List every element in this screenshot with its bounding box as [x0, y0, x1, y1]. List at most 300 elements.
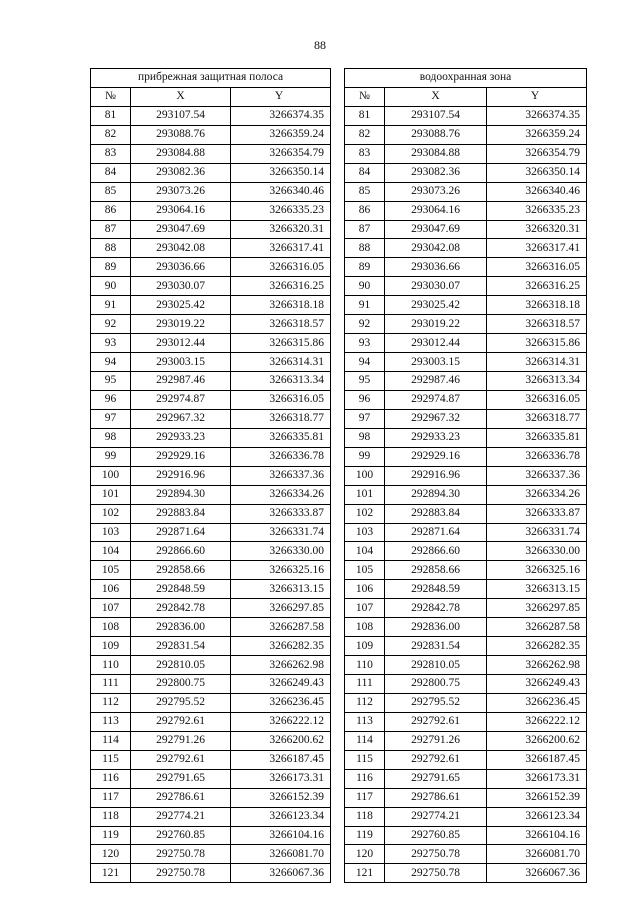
- point-number-cell: 91: [345, 296, 385, 315]
- y-coordinate-cell: 3266297.85: [487, 599, 587, 618]
- y-coordinate-cell: 3266067.36: [231, 864, 331, 883]
- table-row: [91, 409, 331, 428]
- x-coordinate-cell: 293084.88: [131, 144, 231, 163]
- table-row: [345, 409, 587, 428]
- point-number-cell: 84: [345, 163, 385, 182]
- x-coordinate-cell: 292842.78: [131, 599, 231, 618]
- point-number-cell: 99: [91, 447, 131, 466]
- x-coordinate-cell: 292792.61: [385, 750, 487, 769]
- y-coordinate-cell: 3266200.62: [231, 731, 331, 750]
- table-row: [345, 428, 587, 447]
- x-coordinate-cell: 292810.05: [385, 656, 487, 675]
- x-coordinate-cell: 292974.87: [385, 390, 487, 409]
- x-coordinate-cell: 292967.32: [131, 409, 231, 428]
- x-coordinate-cell: 292842.78: [385, 599, 487, 618]
- y-coordinate-cell: 3266316.25: [231, 277, 331, 296]
- table-row: [91, 675, 331, 694]
- table-row: [345, 466, 587, 485]
- y-coordinate-cell: 3266314.31: [487, 353, 587, 372]
- x-coordinate-cell: 293030.07: [385, 277, 487, 296]
- column-header-number: №: [91, 87, 131, 106]
- point-number-cell: 121: [345, 864, 385, 883]
- table-row: [91, 504, 331, 523]
- y-coordinate-cell: 3266187.45: [487, 750, 587, 769]
- x-coordinate-cell: 292987.46: [385, 372, 487, 391]
- table-row: [91, 390, 331, 409]
- table-row: [345, 750, 587, 769]
- x-coordinate-cell: 292795.52: [131, 693, 231, 712]
- y-coordinate-cell: 3266330.00: [231, 542, 331, 561]
- table-row: [345, 712, 587, 731]
- x-coordinate-cell: 293082.36: [385, 163, 487, 182]
- y-coordinate-cell: 3266325.16: [231, 561, 331, 580]
- column-header-y: Y: [487, 87, 587, 106]
- x-coordinate-cell: 292933.23: [385, 428, 487, 447]
- point-number-cell: 97: [345, 409, 385, 428]
- y-coordinate-cell: 3266318.77: [487, 409, 587, 428]
- x-coordinate-cell: 292791.65: [131, 769, 231, 788]
- table-row: [345, 144, 587, 163]
- point-number-cell: 104: [345, 542, 385, 561]
- y-coordinate-cell: 3266374.35: [487, 106, 587, 125]
- x-coordinate-cell: 292792.61: [385, 712, 487, 731]
- x-coordinate-cell: 292791.65: [385, 769, 487, 788]
- point-number-cell: 95: [91, 372, 131, 391]
- y-coordinate-cell: 3266316.05: [487, 258, 587, 277]
- x-coordinate-cell: 293047.69: [385, 220, 487, 239]
- x-coordinate-cell: 292858.66: [385, 561, 487, 580]
- table-row: [91, 637, 331, 656]
- point-number-cell: 92: [91, 315, 131, 334]
- x-coordinate-cell: 292836.00: [131, 618, 231, 637]
- y-coordinate-cell: 3266081.70: [231, 845, 331, 864]
- point-number-cell: 115: [91, 750, 131, 769]
- table-row: [91, 220, 331, 239]
- column-header-x: X: [131, 87, 231, 106]
- x-coordinate-cell: 293003.15: [385, 353, 487, 372]
- point-number-cell: 108: [91, 618, 131, 637]
- point-number-cell: 99: [345, 447, 385, 466]
- point-number-cell: 105: [345, 561, 385, 580]
- x-coordinate-cell: 292894.30: [131, 485, 231, 504]
- x-coordinate-cell: 292866.60: [385, 542, 487, 561]
- y-coordinate-cell: 3266314.31: [231, 353, 331, 372]
- x-coordinate-cell: 292974.87: [131, 390, 231, 409]
- y-coordinate-cell: 3266313.34: [487, 372, 587, 391]
- point-number-cell: 94: [345, 353, 385, 372]
- y-coordinate-cell: 3266173.31: [487, 769, 587, 788]
- table-row: [91, 296, 331, 315]
- point-number-cell: 86: [345, 201, 385, 220]
- point-number-cell: 107: [345, 599, 385, 618]
- y-coordinate-cell: 3266335.23: [487, 201, 587, 220]
- y-coordinate-cell: 3266316.05: [231, 258, 331, 277]
- y-coordinate-cell: 3266287.58: [231, 618, 331, 637]
- point-number-cell: 121: [91, 864, 131, 883]
- table-row: [91, 712, 331, 731]
- y-coordinate-cell: 3266282.35: [231, 637, 331, 656]
- point-number-cell: 96: [345, 390, 385, 409]
- x-coordinate-cell: 292760.85: [131, 826, 231, 845]
- page-number: 88: [314, 38, 326, 52]
- point-number-cell: 88: [345, 239, 385, 258]
- x-coordinate-cell: 293047.69: [131, 220, 231, 239]
- x-coordinate-cell: 293064.16: [131, 201, 231, 220]
- y-coordinate-cell: 3266236.45: [231, 693, 331, 712]
- point-number-cell: 105: [91, 561, 131, 580]
- x-coordinate-cell: 292848.59: [385, 580, 487, 599]
- table-row: [345, 693, 587, 712]
- x-coordinate-cell: 292786.61: [131, 788, 231, 807]
- table-row: [91, 864, 331, 883]
- point-number-cell: 89: [91, 258, 131, 277]
- point-number-cell: 115: [345, 750, 385, 769]
- x-coordinate-cell: 292750.78: [131, 845, 231, 864]
- y-coordinate-cell: 3266316.05: [487, 390, 587, 409]
- point-number-cell: 111: [91, 675, 131, 694]
- x-coordinate-cell: 293084.88: [385, 144, 487, 163]
- point-number-cell: 114: [345, 731, 385, 750]
- water-protection-zone-table: [344, 68, 587, 883]
- y-coordinate-cell: 3266320.31: [487, 220, 587, 239]
- point-number-cell: 118: [91, 807, 131, 826]
- y-coordinate-cell: 3266330.00: [487, 542, 587, 561]
- y-coordinate-cell: 3266374.35: [231, 106, 331, 125]
- x-coordinate-cell: 292792.61: [131, 750, 231, 769]
- x-coordinate-cell: 293073.26: [131, 182, 231, 201]
- table-row: [91, 334, 331, 353]
- point-number-cell: 112: [345, 693, 385, 712]
- table-row: [345, 788, 587, 807]
- y-coordinate-cell: 3266337.36: [231, 466, 331, 485]
- table-row: [345, 656, 587, 675]
- point-number-cell: 82: [91, 125, 131, 144]
- table-row: [345, 220, 587, 239]
- y-coordinate-cell: 3266316.25: [487, 277, 587, 296]
- x-coordinate-cell: 293025.42: [385, 296, 487, 315]
- point-number-cell: 117: [345, 788, 385, 807]
- table-row: [345, 845, 587, 864]
- x-coordinate-cell: 293036.66: [131, 258, 231, 277]
- point-number-cell: 116: [345, 769, 385, 788]
- point-number-cell: 109: [345, 637, 385, 656]
- table-row: [345, 561, 587, 580]
- point-number-cell: 119: [345, 826, 385, 845]
- point-number-cell: 107: [91, 599, 131, 618]
- y-coordinate-cell: 3266236.45: [487, 693, 587, 712]
- point-number-cell: 113: [91, 712, 131, 731]
- x-coordinate-cell: 292750.78: [385, 845, 487, 864]
- y-coordinate-cell: 3266354.79: [231, 144, 331, 163]
- y-coordinate-cell: 3266067.36: [487, 864, 587, 883]
- point-number-cell: 84: [91, 163, 131, 182]
- y-coordinate-cell: 3266222.12: [487, 712, 587, 731]
- table-row: [91, 807, 331, 826]
- table-row: [345, 163, 587, 182]
- y-coordinate-cell: 3266318.57: [487, 315, 587, 334]
- x-coordinate-cell: 293012.44: [131, 334, 231, 353]
- point-number-cell: 88: [91, 239, 131, 258]
- y-coordinate-cell: 3266335.81: [231, 428, 331, 447]
- x-coordinate-cell: 292866.60: [131, 542, 231, 561]
- x-coordinate-cell: 292967.32: [385, 409, 487, 428]
- x-coordinate-cell: 292795.52: [385, 693, 487, 712]
- table-row: [345, 599, 587, 618]
- table-row: [91, 144, 331, 163]
- x-coordinate-cell: 292883.84: [131, 504, 231, 523]
- table-row: [345, 618, 587, 637]
- y-coordinate-cell: 3266262.98: [487, 656, 587, 675]
- x-coordinate-cell: 292894.30: [385, 485, 487, 504]
- y-coordinate-cell: 3266340.46: [487, 182, 587, 201]
- x-coordinate-cell: 292760.85: [385, 826, 487, 845]
- table-row: [91, 258, 331, 277]
- table-row: [345, 372, 587, 391]
- x-coordinate-cell: 292883.84: [385, 504, 487, 523]
- table-row: [345, 731, 587, 750]
- y-coordinate-cell: 3266123.34: [231, 807, 331, 826]
- table-row: [345, 315, 587, 334]
- table-row: [345, 258, 587, 277]
- y-coordinate-cell: 3266333.87: [231, 504, 331, 523]
- point-number-cell: 120: [345, 845, 385, 864]
- point-number-cell: 113: [345, 712, 385, 731]
- table-row: [91, 277, 331, 296]
- table-row: [91, 428, 331, 447]
- table-row: [91, 485, 331, 504]
- y-coordinate-cell: 3266313.15: [231, 580, 331, 599]
- x-coordinate-cell: 293019.22: [385, 315, 487, 334]
- table-row: [91, 618, 331, 637]
- y-coordinate-cell: 3266359.24: [231, 125, 331, 144]
- y-coordinate-cell: 3266104.16: [487, 826, 587, 845]
- point-number-cell: 112: [91, 693, 131, 712]
- point-number-cell: 82: [345, 125, 385, 144]
- y-coordinate-cell: 3266318.18: [231, 296, 331, 315]
- x-coordinate-cell: 292929.16: [131, 447, 231, 466]
- y-coordinate-cell: 3266262.98: [231, 656, 331, 675]
- table-row: [91, 372, 331, 391]
- x-coordinate-cell: 293036.66: [385, 258, 487, 277]
- y-coordinate-cell: 3266318.77: [231, 409, 331, 428]
- point-number-cell: 100: [345, 466, 385, 485]
- x-coordinate-cell: 292750.78: [385, 864, 487, 883]
- point-number-cell: 95: [345, 372, 385, 391]
- y-coordinate-cell: 3266335.23: [231, 201, 331, 220]
- table-row: [345, 826, 587, 845]
- y-coordinate-cell: 3266340.46: [231, 182, 331, 201]
- x-coordinate-cell: 292916.96: [385, 466, 487, 485]
- table-row: [91, 599, 331, 618]
- table-row: [91, 845, 331, 864]
- y-coordinate-cell: 3266200.62: [487, 731, 587, 750]
- x-coordinate-cell: 292848.59: [131, 580, 231, 599]
- point-number-cell: 90: [91, 277, 131, 296]
- table-row: [345, 296, 587, 315]
- y-coordinate-cell: 3266334.26: [231, 485, 331, 504]
- x-coordinate-cell: 292929.16: [385, 447, 487, 466]
- column-header-number: №: [345, 87, 385, 106]
- x-coordinate-cell: 292810.05: [131, 656, 231, 675]
- point-number-cell: 109: [91, 637, 131, 656]
- y-coordinate-cell: 3266316.05: [231, 390, 331, 409]
- table-row: [91, 656, 331, 675]
- x-coordinate-cell: 293030.07: [131, 277, 231, 296]
- table-row: [91, 182, 331, 201]
- point-number-cell: 111: [345, 675, 385, 694]
- y-coordinate-cell: 3266222.12: [231, 712, 331, 731]
- point-number-cell: 98: [345, 428, 385, 447]
- point-number-cell: 86: [91, 201, 131, 220]
- y-coordinate-cell: 3266320.31: [231, 220, 331, 239]
- point-number-cell: 90: [345, 277, 385, 296]
- x-coordinate-cell: 293019.22: [131, 315, 231, 334]
- y-coordinate-cell: 3266335.81: [487, 428, 587, 447]
- table-row: [91, 731, 331, 750]
- x-coordinate-cell: 292836.00: [385, 618, 487, 637]
- table-title: прибрежная защитная полоса: [91, 69, 331, 88]
- x-coordinate-cell: 292987.46: [131, 372, 231, 391]
- x-coordinate-cell: 292831.54: [385, 637, 487, 656]
- y-coordinate-cell: 3266334.26: [487, 485, 587, 504]
- table-row: [345, 334, 587, 353]
- table-row: [345, 485, 587, 504]
- table-row: [345, 504, 587, 523]
- column-header-x: X: [385, 87, 487, 106]
- y-coordinate-cell: 3266152.39: [231, 788, 331, 807]
- table-row: [345, 675, 587, 694]
- table-row: [345, 239, 587, 258]
- point-number-cell: 91: [91, 296, 131, 315]
- x-coordinate-cell: 292831.54: [131, 637, 231, 656]
- x-coordinate-cell: 293042.08: [131, 239, 231, 258]
- x-coordinate-cell: 293064.16: [385, 201, 487, 220]
- y-coordinate-cell: 3266315.86: [231, 334, 331, 353]
- x-coordinate-cell: 292774.21: [385, 807, 487, 826]
- point-number-cell: 85: [345, 182, 385, 201]
- point-number-cell: 81: [91, 106, 131, 125]
- point-number-cell: 117: [91, 788, 131, 807]
- table-row: [345, 807, 587, 826]
- x-coordinate-cell: 293073.26: [385, 182, 487, 201]
- y-coordinate-cell: 3266350.14: [231, 163, 331, 182]
- y-coordinate-cell: 3266282.35: [487, 637, 587, 656]
- y-coordinate-cell: 3266317.41: [487, 239, 587, 258]
- table-row: [345, 201, 587, 220]
- y-coordinate-cell: 3266315.86: [487, 334, 587, 353]
- point-number-cell: 118: [345, 807, 385, 826]
- point-number-cell: 93: [91, 334, 131, 353]
- point-number-cell: 96: [91, 390, 131, 409]
- table-row: [345, 580, 587, 599]
- y-coordinate-cell: 3266123.34: [487, 807, 587, 826]
- table-row: [345, 769, 587, 788]
- point-number-cell: 85: [91, 182, 131, 201]
- point-number-cell: 110: [345, 656, 385, 675]
- table-row: [345, 277, 587, 296]
- table-row: [91, 542, 331, 561]
- table-row: [91, 106, 331, 125]
- point-number-cell: 101: [91, 485, 131, 504]
- point-number-cell: 106: [345, 580, 385, 599]
- y-coordinate-cell: 3266325.16: [487, 561, 587, 580]
- x-coordinate-cell: 292800.75: [385, 675, 487, 694]
- point-number-cell: 103: [345, 523, 385, 542]
- table-row: [345, 182, 587, 201]
- table-row: [91, 466, 331, 485]
- point-number-cell: 81: [345, 106, 385, 125]
- y-coordinate-cell: 3266336.78: [231, 447, 331, 466]
- y-coordinate-cell: 3266317.41: [231, 239, 331, 258]
- x-coordinate-cell: 292791.26: [385, 731, 487, 750]
- y-coordinate-cell: 3266331.74: [487, 523, 587, 542]
- x-coordinate-cell: 293107.54: [385, 106, 487, 125]
- coastal-protection-strip-table: [90, 68, 331, 883]
- table-row: [91, 769, 331, 788]
- x-coordinate-cell: 293003.15: [131, 353, 231, 372]
- table-row: [91, 353, 331, 372]
- table-row: [91, 201, 331, 220]
- table-row: [345, 523, 587, 542]
- point-number-cell: 92: [345, 315, 385, 334]
- point-number-cell: 110: [91, 656, 131, 675]
- x-coordinate-cell: 292916.96: [131, 466, 231, 485]
- y-coordinate-cell: 3266336.78: [487, 447, 587, 466]
- point-number-cell: 116: [91, 769, 131, 788]
- point-number-cell: 106: [91, 580, 131, 599]
- x-coordinate-cell: 293082.36: [131, 163, 231, 182]
- point-number-cell: 87: [345, 220, 385, 239]
- point-number-cell: 83: [345, 144, 385, 163]
- x-coordinate-cell: 292871.64: [385, 523, 487, 542]
- x-coordinate-cell: 293012.44: [385, 334, 487, 353]
- x-coordinate-cell: 292750.78: [131, 864, 231, 883]
- y-coordinate-cell: 3266249.43: [487, 675, 587, 694]
- table-row: [91, 315, 331, 334]
- point-number-cell: 108: [345, 618, 385, 637]
- table-row: [345, 542, 587, 561]
- point-number-cell: 98: [91, 428, 131, 447]
- y-coordinate-cell: 3266318.18: [487, 296, 587, 315]
- table-row: [91, 561, 331, 580]
- table-row: [91, 788, 331, 807]
- table-row: [345, 637, 587, 656]
- y-coordinate-cell: 3266359.24: [487, 125, 587, 144]
- point-number-cell: 119: [91, 826, 131, 845]
- table-body: [345, 106, 587, 882]
- point-number-cell: 87: [91, 220, 131, 239]
- x-coordinate-cell: 292774.21: [131, 807, 231, 826]
- y-coordinate-cell: 3266287.58: [487, 618, 587, 637]
- point-number-cell: 83: [91, 144, 131, 163]
- table-row: [91, 239, 331, 258]
- y-coordinate-cell: 3266318.57: [231, 315, 331, 334]
- x-coordinate-cell: 292791.26: [131, 731, 231, 750]
- y-coordinate-cell: 3266350.14: [487, 163, 587, 182]
- point-number-cell: 120: [91, 845, 131, 864]
- x-coordinate-cell: 293107.54: [131, 106, 231, 125]
- x-coordinate-cell: 292792.61: [131, 712, 231, 731]
- y-coordinate-cell: 3266354.79: [487, 144, 587, 163]
- table-row: [345, 106, 587, 125]
- table-row: [91, 580, 331, 599]
- y-coordinate-cell: 3266104.16: [231, 826, 331, 845]
- y-coordinate-cell: 3266297.85: [231, 599, 331, 618]
- x-coordinate-cell: 292933.23: [131, 428, 231, 447]
- y-coordinate-cell: 3266333.87: [487, 504, 587, 523]
- x-coordinate-cell: 293042.08: [385, 239, 487, 258]
- point-number-cell: 94: [91, 353, 131, 372]
